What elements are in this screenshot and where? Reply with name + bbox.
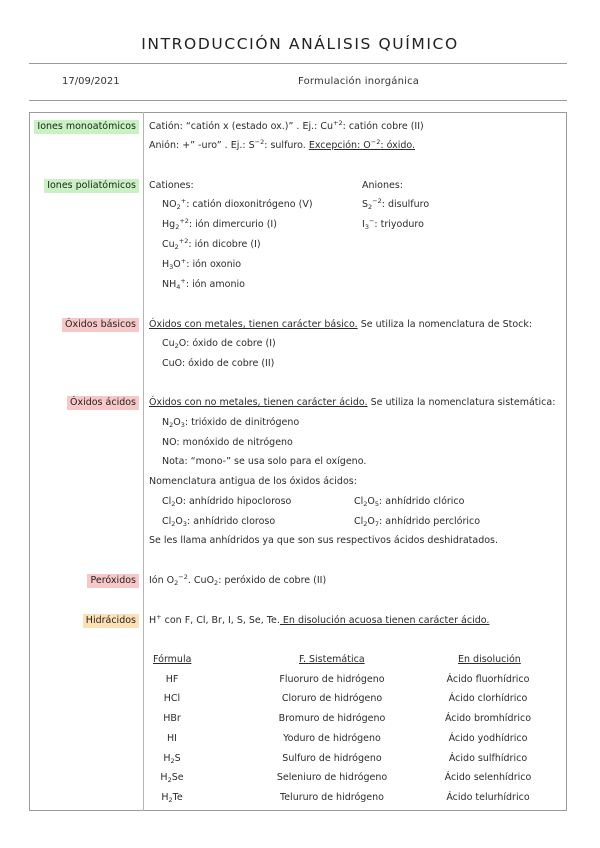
table-row-hbr-formula: HBr — [163, 713, 181, 724]
table-header-sistematica: F. Sistemática — [299, 654, 365, 665]
table-row-hcl-disolucion: Ácido clorhídrico — [448, 693, 528, 704]
table-row-h2s-disolucion: Ácido sulfhídrico — [448, 753, 528, 764]
anhidrido-hipocloroso: $Cl_2O$: anhídrido hipocloroso — [162, 496, 292, 508]
label-peroxidos: Peróxidos — [87, 574, 139, 588]
cation-nh4: $NH_4^+$: ión amonio — [162, 277, 245, 291]
oxidos-basicos-intro: Óxidos con metales, tienen carácter básico. Se utiliza la nomenclatura de Stock: — [149, 319, 533, 330]
peroxido-line: Ión $O_2^{-2}$. CuO$_2$: peróxido de cobre (II) — [149, 573, 327, 587]
cation-rule: Catión: “catión x (estado ox.)” . Ej.: $Cu^{+2}$: catión cobre (II) — [149, 119, 424, 132]
table-row-h2te-sistematica: Telururo de hidrógeno — [280, 792, 384, 803]
anhidrido-clorico: $Cl_2O_5$: anhídrido clórico — [354, 496, 465, 508]
cationes-title: Cationes: — [149, 180, 194, 191]
table-row-hf-formula: HF — [165, 674, 179, 685]
nomenclatura-antigua: Nomenclatura antigua de los óxidos ácidos: — [149, 476, 357, 487]
title-rule — [29, 63, 567, 64]
table-header-formula: Fórmula — [153, 654, 192, 665]
table-row-hcl-sistematica: Cloruro de hidrógeno — [281, 693, 383, 704]
cation-hg2: $Hg_2^{+2}$: ión dimercurio (I) — [162, 217, 277, 231]
label-iones-poliatomicos: Iones poliatómicos — [44, 179, 139, 193]
table-row-h2te-formula: $H_2Te$ — [161, 792, 183, 804]
table-row-h2se-disolucion: Ácido selenhídrico — [444, 772, 532, 783]
anhidrido-cloroso: $Cl_2O_3$: anhídrido cloroso — [162, 516, 276, 528]
table-row-hcl-formula: HCl — [163, 693, 181, 704]
table-row-hi-formula: HI — [167, 733, 177, 744]
table-row-h2se-formula: $H_2Se$ — [160, 772, 184, 784]
table-row-hf-disolucion: Ácido fluorhídrico — [446, 674, 530, 685]
aniones-title: Aniones: — [362, 180, 403, 191]
oxidos-acidos-intro: Óxidos con no metales, tienen carácter ácido. Se utiliza la nomenclatura sistemática: — [149, 397, 556, 408]
table-row-h2s-sistematica: Sulfuro de hidrógeno — [282, 753, 382, 764]
label-hidracidos: Hidrácidos — [83, 614, 139, 628]
anhidrido-perclorico: $Cl_2O_7$: anhídrido perclórico — [354, 516, 481, 528]
label-oxidos-basicos: Óxidos básicos — [62, 318, 139, 332]
label-divider — [143, 112, 144, 811]
table-row-hbr-sistematica: Bromuro de hidrógeno — [278, 713, 386, 724]
cation-cu2: $Cu_2^{+2}$: ión dicobre (I) — [162, 237, 261, 251]
header-rule — [29, 100, 567, 101]
label-oxidos-acidos: Óxidos ácidos — [67, 396, 139, 410]
label-iones-monoatomicos: Iones monoatómicos — [34, 120, 139, 134]
cation-h3o: $H_3O^+$: ión oxonio — [162, 257, 242, 271]
hidracidos-intro: H+ con F, Cl, Br, I, S, Se, Te. En disolución acuosa tienen carácter ácido. — [149, 613, 490, 626]
table-row-h2te-disolucion: Ácido telurhídrico — [446, 792, 530, 803]
oxido-acido-nota: Nota: “mono-” se usa solo para el oxígeno. — [162, 456, 367, 467]
table-header-disolucion: En disolución — [458, 654, 521, 665]
anion-i3: $I_3^-$: triyoduro — [362, 217, 424, 231]
table-row-hbr-disolucion: Ácido bromhídrico — [444, 713, 532, 724]
oxido-acido-ex1: $N_2O_3$: trióxido de dinitrógeno — [162, 417, 300, 429]
anion-s2: $S_2^{-2}$: disulfuro — [362, 197, 430, 211]
table-row-hi-disolucion: Ácido yodhídrico — [448, 733, 528, 744]
table-row-hf-sistematica: Fluoruro de hidrógeno — [279, 674, 385, 685]
table-row-h2s-formula: $H_2S$ — [163, 753, 181, 765]
page-title: INTRODUCCIÓN ANÁLISIS QUÍMICO — [141, 35, 459, 53]
oxido-basico-ex1: $Cu_2O$: óxido de cobre (I) — [162, 338, 276, 350]
oxido-basico-ex2: CuO: óxido de cobre (II) — [162, 358, 275, 369]
date: 17/09/2021 — [62, 76, 120, 87]
oxido-acido-ex2: NO: monóxido de nitrógeno — [162, 437, 293, 448]
cation-no2: $NO_2^+$: catión dioxonitrógeno (V) — [162, 197, 313, 211]
table-row-hi-sistematica: Yoduro de hidrógeno — [283, 733, 381, 744]
subtitle: Formulación inorgánica — [298, 76, 420, 87]
anion-rule: Anión: +” -uro” . Ej.: $S^{-2}$: sulfuro. Excepción: $O^{-2}$: óxido. — [149, 138, 416, 151]
table-row-h2se-sistematica: Seleniuro de hidrógeno — [276, 772, 388, 783]
anhidridos-note: Se les llama anhídridos ya que son sus respectivos ácidos deshidratados. — [149, 535, 499, 546]
